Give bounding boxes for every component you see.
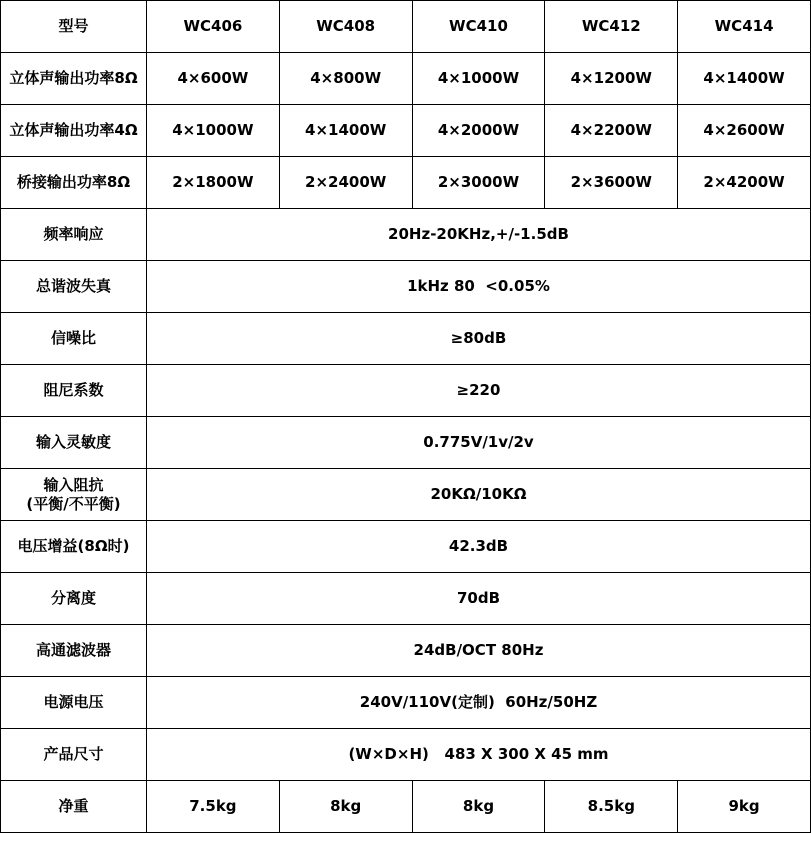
spec-value: 2×4200W bbox=[678, 157, 811, 209]
spec-value: 4×600W bbox=[147, 53, 280, 105]
damping-row bbox=[1, 365, 811, 417]
spec-value: 4×800W bbox=[279, 53, 412, 105]
spec-value: 8kg bbox=[412, 781, 545, 833]
spec-value: 4×1200W bbox=[545, 53, 678, 105]
row-label bbox=[1, 469, 147, 521]
snr-row bbox=[1, 313, 811, 365]
spec-value: 2×1800W bbox=[147, 157, 280, 209]
row-label: 电压增益(8Ω时) bbox=[1, 521, 147, 573]
spec-value: 2×3600W bbox=[545, 157, 678, 209]
row-label-line: (平衡/不平衡) bbox=[26, 494, 121, 513]
row-label: 电源电压 bbox=[1, 677, 147, 729]
voltage-gain-row bbox=[1, 521, 811, 573]
sensitivity-row bbox=[1, 417, 811, 469]
spec-value: 4×1000W bbox=[412, 53, 545, 105]
row-label: 立体声输出功率8Ω bbox=[1, 53, 147, 105]
spec-value: 4×1400W bbox=[279, 105, 412, 157]
spec-value: 20KΩ/10KΩ bbox=[147, 469, 811, 521]
row-label: 高通滤波器 bbox=[1, 625, 147, 677]
spec-value: 240V/110V(定制) 60Hz/50HZ bbox=[147, 677, 811, 729]
row-label: 输入灵敏度 bbox=[1, 417, 147, 469]
model-name: WC408 bbox=[279, 1, 412, 53]
weight-row bbox=[1, 781, 811, 833]
spec-value: 42.3dB bbox=[147, 521, 811, 573]
spec-value: 2×3000W bbox=[412, 157, 545, 209]
bridge-8ohm-row bbox=[1, 157, 811, 209]
model-name: WC412 bbox=[545, 1, 678, 53]
power-supply-row bbox=[1, 677, 811, 729]
header-row bbox=[1, 1, 811, 53]
model-name: WC406 bbox=[147, 1, 280, 53]
thd-row bbox=[1, 261, 811, 313]
spec-value: 8.5kg bbox=[545, 781, 678, 833]
spec-value: 20Hz-20KHz,+/-1.5dB bbox=[147, 209, 811, 261]
row-label: 分离度 bbox=[1, 573, 147, 625]
dimensions-row bbox=[1, 729, 811, 781]
model-name: WC410 bbox=[412, 1, 545, 53]
spec-value: 4×1000W bbox=[147, 105, 280, 157]
row-label: 净重 bbox=[1, 781, 147, 833]
model-label: 型号 bbox=[1, 1, 147, 53]
spec-value: ≥80dB bbox=[147, 313, 811, 365]
stereo-4ohm-row bbox=[1, 105, 811, 157]
spec-value: 0.775V/1v/2v bbox=[147, 417, 811, 469]
spec-value: 8kg bbox=[279, 781, 412, 833]
spec-value: 4×1400W bbox=[678, 53, 811, 105]
row-label: 信噪比 bbox=[1, 313, 147, 365]
spec-value: 1kHz 80 <0.05% bbox=[147, 261, 811, 313]
spec-value: 2×2400W bbox=[279, 157, 412, 209]
model-name: WC414 bbox=[678, 1, 811, 53]
spec-value: 9kg bbox=[678, 781, 811, 833]
row-label: 桥接输出功率8Ω bbox=[1, 157, 147, 209]
row-label: 产品尺寸 bbox=[1, 729, 147, 781]
spec-value: 4×2600W bbox=[678, 105, 811, 157]
spec-value: (W×D×H) 483 X 300 X 45 mm bbox=[147, 729, 811, 781]
spec-value: 4×2200W bbox=[545, 105, 678, 157]
spec-value: 7.5kg bbox=[147, 781, 280, 833]
row-label-line: 输入阻抗 bbox=[43, 475, 104, 494]
impedance-row bbox=[1, 469, 811, 521]
freq-response-row bbox=[1, 209, 811, 261]
row-label: 阻尼系数 bbox=[1, 365, 147, 417]
separation-row bbox=[1, 573, 811, 625]
spec-value: 24dB/OCT 80Hz bbox=[147, 625, 811, 677]
row-label: 立体声输出功率4Ω bbox=[1, 105, 147, 157]
spec-value: 4×2000W bbox=[412, 105, 545, 157]
stereo-8ohm-row bbox=[1, 53, 811, 105]
spec-value: ≥220 bbox=[147, 365, 811, 417]
row-label: 频率响应 bbox=[1, 209, 147, 261]
spec-value: 70dB bbox=[147, 573, 811, 625]
row-label: 总谐波失真 bbox=[1, 261, 147, 313]
highpass-row bbox=[1, 625, 811, 677]
